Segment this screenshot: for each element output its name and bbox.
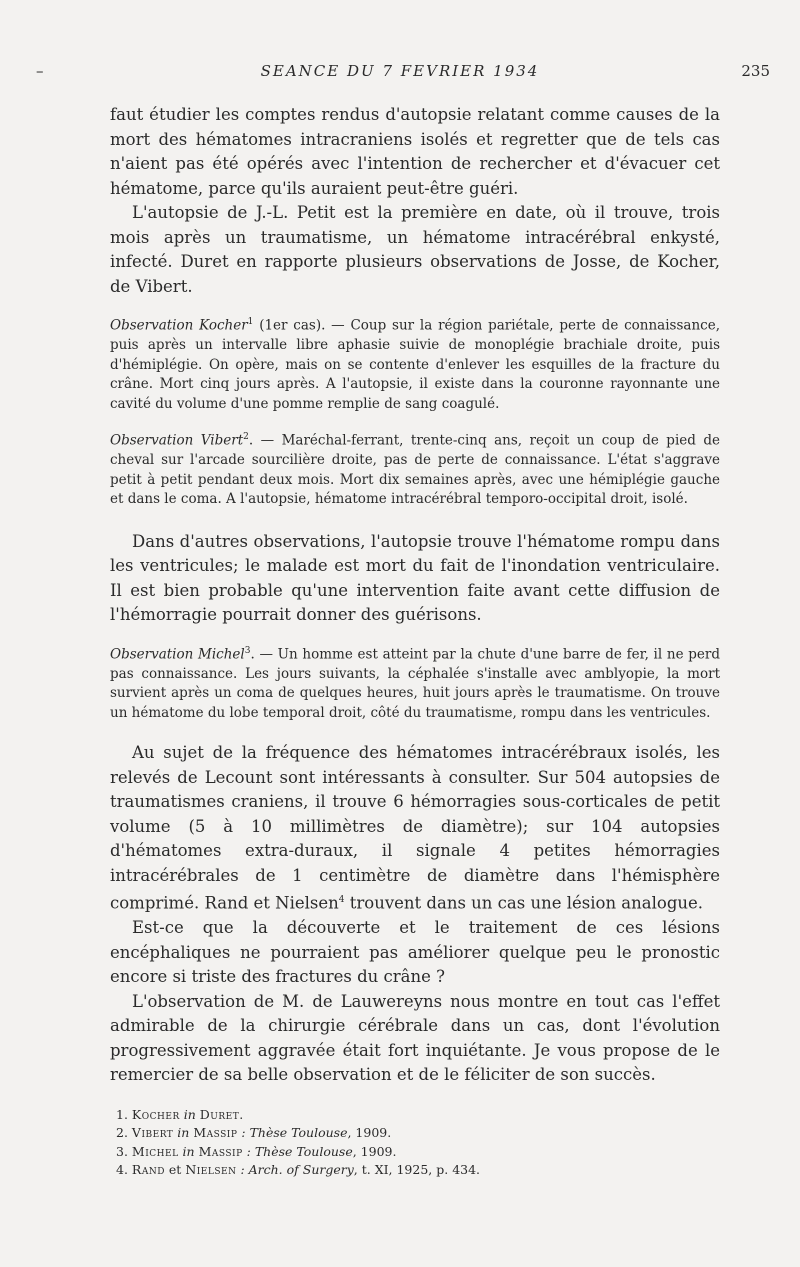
footnote [110, 1161, 720, 1180]
footnote-title: : Arch. of Surgery [236, 1162, 354, 1177]
footnote-ref: 3 [244, 645, 251, 656]
observation-text: (1er cas). — Coup sur la région pariétale, perte de connaissance, puis après un intervalle libre aphasie suivie de monoplégie brachiale droite, puis d'hémiplégie. On opère, mais on se contente d'enlever les esquilles de la fracture du crâne. Mort cinq jours après. A l'autopsie, il existe dans la couronne rayonnante une cavité du volume d'une pomme remplie de sang coagulé. [110, 317, 720, 412]
footnote-source: Nielsen [185, 1162, 237, 1177]
footnote-title: : Thèse Toulouse [242, 1143, 353, 1159]
footnote-connector: in [173, 1125, 194, 1140]
footnote-connector: in [179, 1106, 200, 1122]
header-title: SEANCE DU 7 FEVRIER 1934 [260, 62, 540, 80]
paragraph: Dans d'autres observations, l'autopsie trouve l'hématome rompu dans les ventricules; le malade est mort du fait de l'inondation ventriculaire. Il est bien probable qu'une intervention faite avant cette diffusion de l'hémorragie pourrait donner des guérisons. [110, 531, 720, 624]
observation-text: . — Maréchal-ferrant, trente-cinq ans, reçoit un coup de pied de cheval sur l'arcade sourcilière droite, pas de perte de connaissance. L'état s'aggrave petit à petit pendant deux mois. Mort dix semaines après, avec une hémiplégie gauche et dans le coma. A l'autopsie, hématome intracérébral temporo-occipital droit, isolé. [110, 432, 720, 507]
footnote-source: Duret [199, 1106, 240, 1122]
paragraph: faut étudier les comptes rendus d'autopsie relatant comme causes de la mort des hématomes intracraniens isolés et regretter que de tels cas n'aient pas été opérés avec l'intention de rechercher et d'évacuer cet hématome, parce qu'ils auraient peut-être guéri. [110, 105, 720, 198]
observation-vibert [110, 428, 720, 510]
footnote-number: 4. [116, 1162, 128, 1177]
footnote-number: 2. [116, 1125, 128, 1140]
footnote-number: 3. [116, 1143, 128, 1159]
footnote [110, 1143, 720, 1162]
observation-label: Observation Vibert [110, 432, 244, 449]
paragraph: L'autopsie de J.-L. Petit est la première en date, où il trouve, trois mois après un traumatisme, un hématome intracérébral enkysté, infecté. Duret en rapporte plusieurs observations de Josse, de Kocher, de Vibert. [110, 203, 720, 296]
footnote-author: Michel [131, 1143, 179, 1159]
footnote-source: Massip [193, 1125, 238, 1140]
footnote-source: Massip [198, 1143, 243, 1159]
footnote-ref: 4 [338, 895, 345, 905]
footnote-number: 1. [116, 1106, 128, 1122]
observation-label: Observation Kocher [110, 317, 248, 334]
footnote-connector: et [164, 1162, 186, 1177]
footnote-rest: , 1909. [347, 1125, 392, 1140]
footnote-rest: . [239, 1106, 244, 1122]
paragraph-text: Au sujet de la fréquence des hématomes intracérébraux isolés, les relevés de Lecount sont intéressants à consulter. Sur 504 autopsies de traumatismes craniens, il trouve 6 hémorragies sous-corticales de petit volume (5 à 10 millimètres de diamètre); sur 104 autopsies d'hématomes extra-duraux, il signale 4 petites hémorragies intracérébrales de 1 centimètre de diamètre dans l'hémisphère comprimé. Rand et Nielsen [110, 743, 720, 913]
footnote-ref: 2 [243, 432, 249, 442]
observation-michel [110, 642, 720, 724]
footnote [110, 1106, 720, 1125]
paragraph-text: trouvent dans un cas une lésion analogue. [344, 893, 704, 913]
footnote-rest: , 1909. [352, 1143, 397, 1159]
observation-kocher [110, 313, 720, 414]
header-dash: – [36, 62, 44, 80]
paragraph: L'observation de M. de Lauwereyns nous montre en tout cas l'effet admirable de la chirurgie cérébrale dans un cas, dont l'évolution progressivement aggravée était fort inquiétante. Je vous propose de le remercier de sa belle observation et de le féliciter de son succès. [110, 991, 720, 1084]
page-body [110, 103, 720, 1180]
running-header [30, 62, 770, 86]
footnote-ref: 1 [247, 317, 254, 327]
footnote-rest: , t. XI, 1925, p. 434. [353, 1162, 481, 1177]
observation-text: . — Un homme est atteint par la chute d'une barre de fer, il ne perd pas connaissance. Les jours suivants, la céphalée s'installe avec amblyopie, la mort survient après un coma de quelques heures, huit jours après le traumatisme. On trouve un hématome du lobe temporal droit, côté du traumatisme, rompu dans les ventricules. [110, 646, 720, 721]
footnote [110, 1124, 720, 1143]
footnotes [110, 1106, 720, 1180]
footnote-title: : Thèse Toulouse [237, 1125, 348, 1140]
footnote-author: Kocher [131, 1106, 180, 1122]
footnote-connector: in [178, 1143, 199, 1159]
page-number: 235 [741, 62, 770, 80]
paragraph [110, 741, 720, 916]
footnote-author: Rand [131, 1162, 165, 1177]
paragraph: Est-ce que la découverte et le traitement de ces lésions encéphaliques ne pourraient pas améliorer quelque peu le pronostic encore si triste des fractures du crâne ? [110, 918, 720, 986]
footnote-author: Vibert [131, 1125, 174, 1140]
observation-label: Observation Michel [110, 646, 245, 662]
